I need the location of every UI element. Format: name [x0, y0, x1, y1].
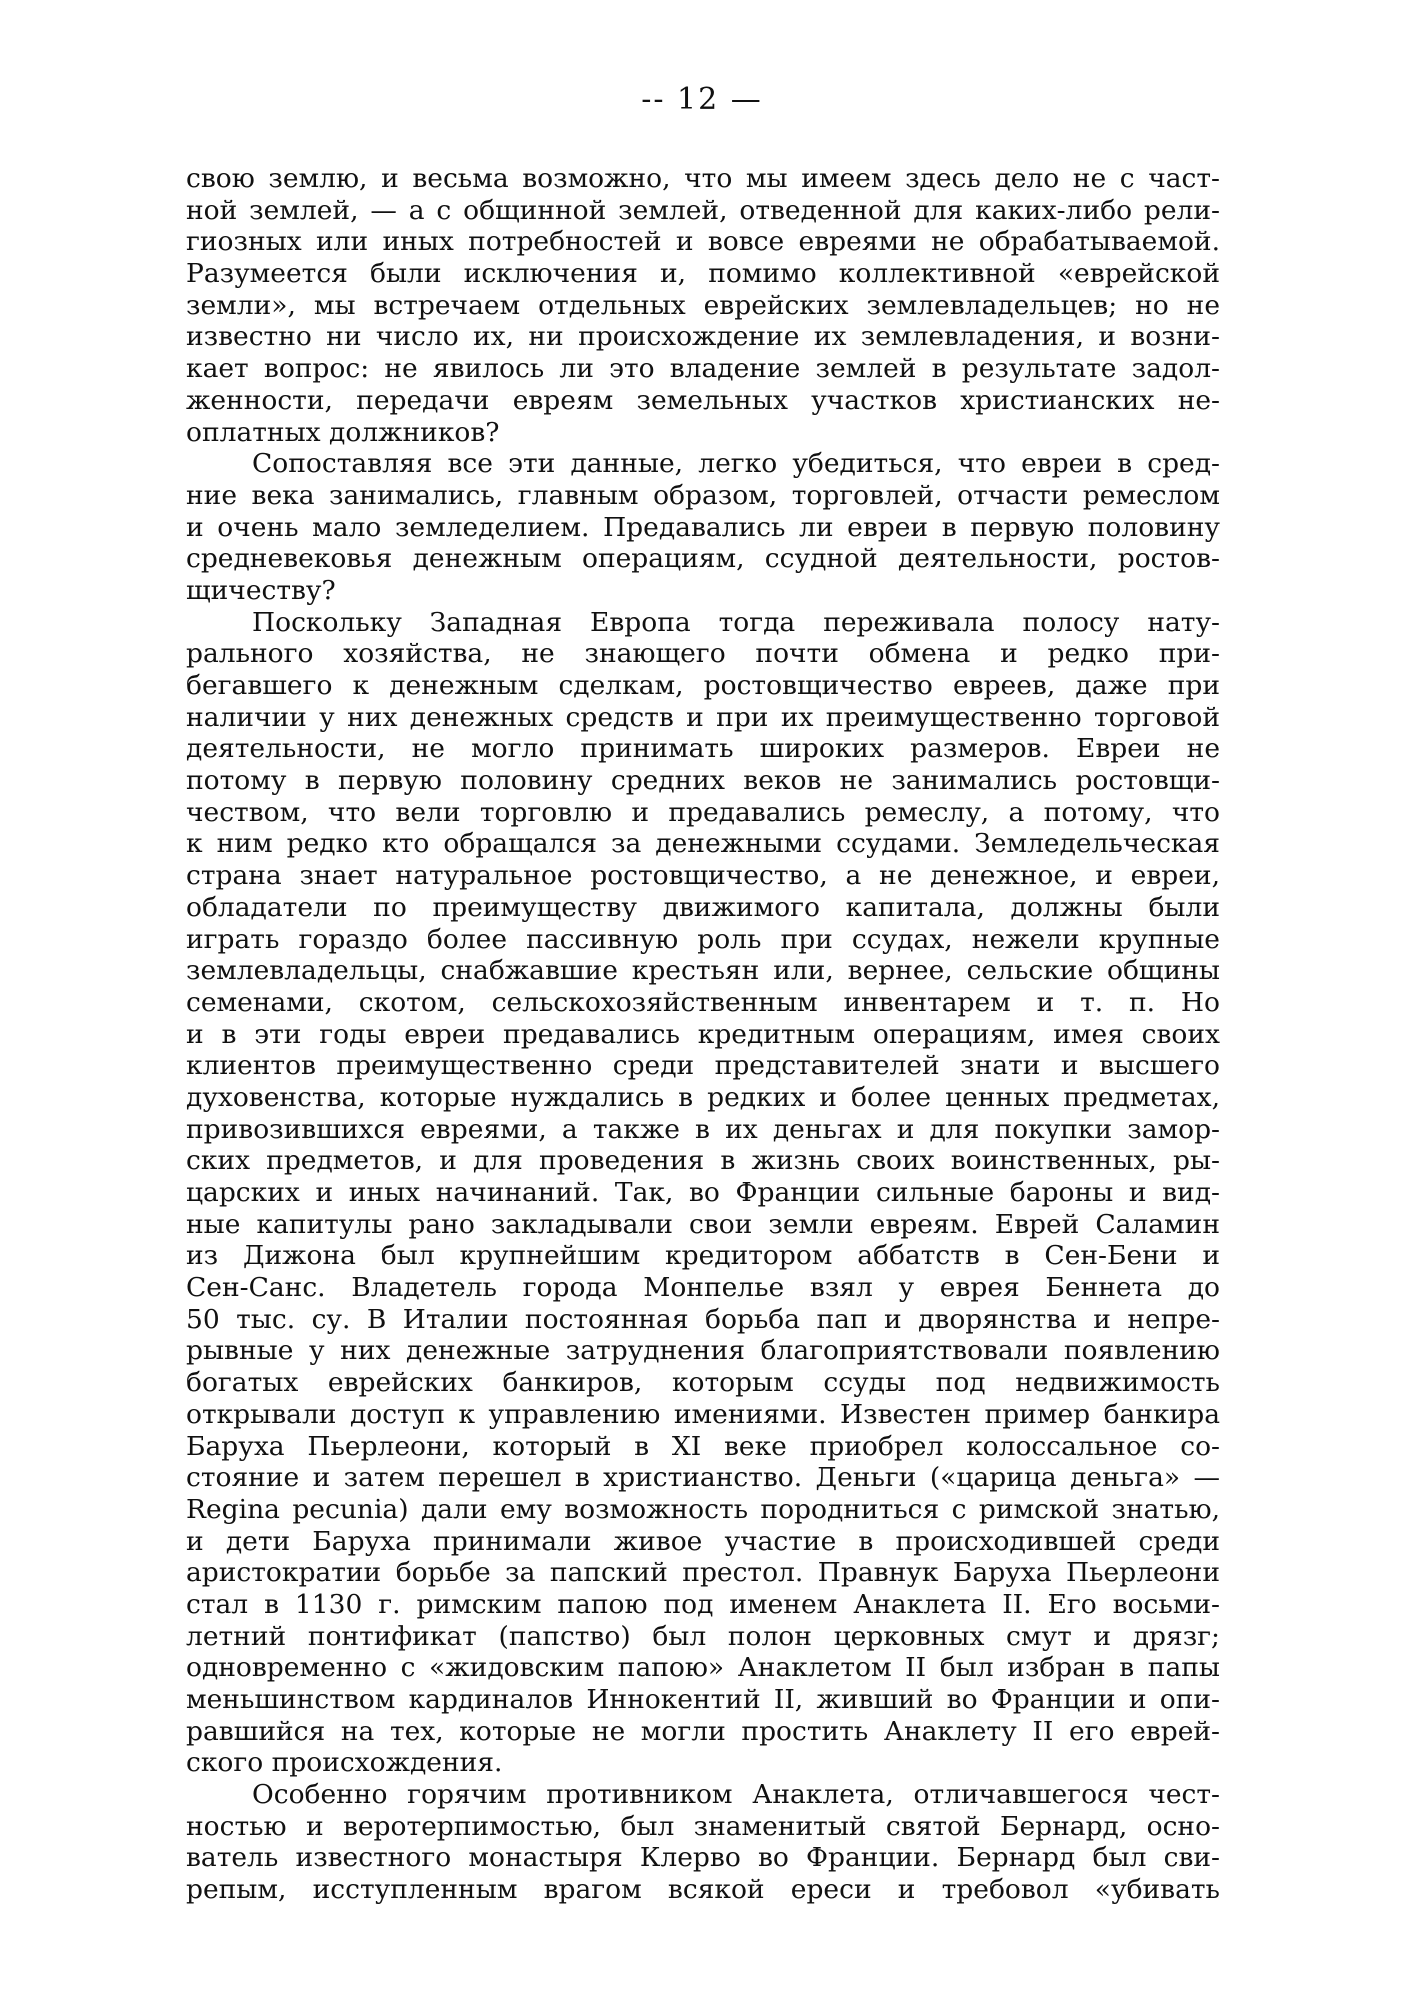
- text-line: Сопоставляя все эти данные, легко убедиться, что евреи в сред-: [252, 448, 1220, 480]
- text-line: щичеству?: [186, 574, 336, 606]
- text-line: ные капитулы рано закладывали свои земли евреям. Еврей Саламин: [186, 1208, 1220, 1240]
- text-line: репым, исступленным врагом всякой ереси и требовол «убивать: [186, 1874, 1220, 1906]
- text-line: страна знает натуральное ростовщичество, а не денежное, и евреи,: [186, 860, 1220, 892]
- text-line: Regina pecunia) дали ему возможность породниться с римской знатью,: [186, 1493, 1220, 1525]
- text-line: средневековья денежным операциям, ссудной деятельности, ростов-: [186, 543, 1220, 575]
- text-line: летний понтификат (папство) был полон церковных смут и дрязг;: [186, 1620, 1220, 1652]
- text-line: обладатели по преимуществу движимого капитала, должны были: [186, 891, 1220, 923]
- text-line: свою землю, и весьма возможно, что мы имеем здесь дело не с част-: [186, 163, 1220, 194]
- text-line: бегавшего к денежным сделкам, ростовщичество евреев, даже при: [186, 670, 1220, 701]
- text-line: женности, передачи евреям земельных участков христианских не-: [186, 384, 1220, 416]
- text-line: рывные у них денежные затруднения благоприятствовали появлению: [186, 1335, 1220, 1367]
- text-line: открывали доступ к управлению имениями. Известен пример банкира: [186, 1398, 1220, 1430]
- text-line: оплатных должников?: [186, 416, 500, 448]
- text-line: деятельности, не могло принимать широких размеров. Евреи не: [186, 733, 1220, 765]
- text-line: Особенно горячим противником Анаклета, отличавшегося чест-: [252, 1779, 1220, 1811]
- text-line: рального хозяйства, не знающего почти обмена и редко при-: [186, 638, 1220, 670]
- text-line: ских предметов, и для проведения в жизнь своих воинственных, ры-: [186, 1145, 1220, 1177]
- text-line: богатых еврейских банкиров, которым ссуды под недвижимость: [186, 1367, 1220, 1399]
- text-line: потому в первую половину средних веков не занимались ростовщи-: [186, 765, 1220, 797]
- text-line: земли», мы встречаем отдельных еврейских землевладельцев; но не: [186, 289, 1220, 321]
- body-text: [186, 163, 1220, 1906]
- text-line: гиозных или иных потребностей и вовсе евреями не обрабатываемой.: [186, 226, 1220, 258]
- text-line: и очень мало земледелием. Предавались ли евреи в первую половину: [186, 511, 1220, 543]
- text-line: ностью и веротерпимостью, был знаменитый святой Бернард, осно-: [186, 1810, 1220, 1842]
- text-line: меньшинством кардиналов Иннокентий II, живший во Франции и опи-: [186, 1684, 1220, 1715]
- text-line: к ним редко кто обращался за денежными ссудами. Земледельческая: [186, 828, 1220, 860]
- text-line: и дети Баруха принимали живое участие в происходившей среди: [186, 1525, 1220, 1557]
- text-line: ватель известного монастыря Клерво во Франции. Бернард был сви-: [186, 1842, 1220, 1874]
- text-line: стояние и затем перешел в христианство. Деньги («царица деньга» —: [186, 1462, 1220, 1494]
- text-line: Сен-Санс. Владетель города Монпелье взял у еврея Беннета до: [186, 1272, 1220, 1304]
- text-line: аристократии борьбе за папский престол. Правнук Баруха Пьерлеони: [186, 1557, 1220, 1589]
- text-line: наличии у них денежных средств и при их преимущественно торговой: [186, 701, 1220, 733]
- text-line: царских и иных начинаний. Так, во Франции сильные бароны и вид-: [186, 1177, 1220, 1208]
- text-line: одновременно с «жидовским папою» Анаклетом II был избран в папы: [186, 1652, 1220, 1684]
- text-line: Баруха Пьерлеони, который в XI веке приобрел колоссальное со-: [186, 1430, 1220, 1462]
- text-line: известно ни число их, ни происхождение их землевладения, и возни-: [186, 321, 1220, 353]
- text-line: из Дижона был крупнейшим кредитором аббатств в Сен-Бени и: [186, 1240, 1220, 1272]
- text-line: кает вопрос: не явилось ли это владение землей в результате задол-: [186, 353, 1220, 385]
- text-line: равшийся на тех, которые не могли простить Анаклету II его еврей-: [186, 1715, 1220, 1747]
- text-line: ского происхождения.: [186, 1747, 503, 1779]
- text-line: землевладельцы, снабжавшие крестьян или, вернее, сельские общины: [186, 955, 1220, 987]
- text-line: играть гораздо более пассивную роль при ссудах, нежели крупные: [186, 923, 1220, 955]
- text-line: духовенства, которые нуждались в редких и более ценных предметах,: [186, 1081, 1220, 1113]
- text-line: Разумеется были исключения и, помимо коллективной «еврейской: [186, 258, 1220, 290]
- text-line: ной землей, — а с общинной землей, отведенной для каких-либо рели-: [186, 194, 1220, 226]
- page-number: -- 12 —: [641, 82, 763, 117]
- text-line: стал в 1130 г. римским папою под именем Анаклета II. Его восьми-: [186, 1588, 1220, 1620]
- text-line: Поскольку Западная Европа тогда переживала полосу нату-: [252, 606, 1220, 638]
- text-line: клиентов преимущественно среди представителей знати и высшего: [186, 1050, 1220, 1082]
- text-line: привозившихся евреями, а также в их деньгах и для покупки замор-: [186, 1113, 1220, 1145]
- text-line: и в эти годы евреи предавались кредитным операциям, имея своих: [186, 1018, 1220, 1050]
- text-line: 50 тыс. су. В Италии постоянная борьба пап и дворянства и непре-: [186, 1303, 1220, 1335]
- text-line: ние века занимались, главным образом, торговлей, отчасти ремеслом: [186, 479, 1220, 511]
- text-line: чеством, что вели торговлю и предавались ремеслу, а потому, что: [186, 796, 1220, 828]
- text-line: семенами, скотом, сельскохозяйственным инвентарем и т. п. Но: [186, 986, 1220, 1018]
